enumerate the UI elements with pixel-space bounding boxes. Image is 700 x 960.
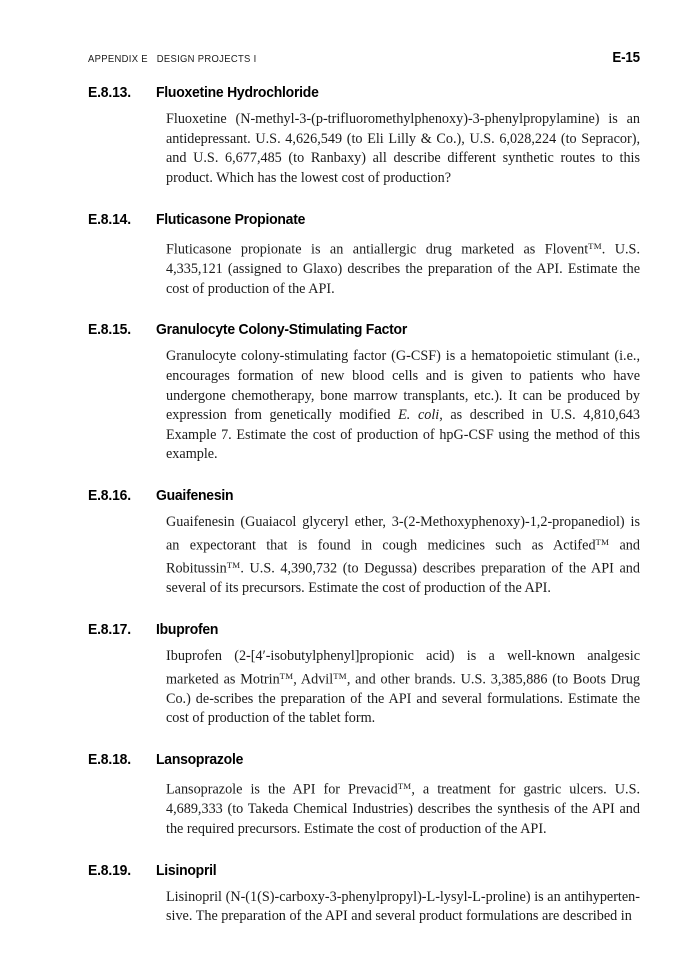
section-body: Ibuprofen (2-[4′-isobutylphenyl]propionic acid) is a well-known analgesic marketed as Motrin™, Advil™, and other brands. U.S. 3,385,886 (to Boots Drug Co.) de-scribes the preparation of the API and several formulations. Estimate the cost of production of the tablet form.	[166, 648, 640, 727]
section-title: Fluoxetine Hydrochloride	[156, 84, 319, 101]
section-e-8-19	[88, 862, 640, 927]
section-number: E.8.18.	[88, 750, 131, 768]
section-body: Fluoxetine (N-methyl-3-(p-trifluoromethylphenoxy)-3-phenylpropylamine) is an antidepressant. U.S. 4,626,549 (to Eli Lilly & Co.), U.S. 6,028,224 (to Sepracor), and U.S. 6,677,485 (to Ranbaxy) all describe different synthetic routes to this product. Which has the lowest cost of production?	[166, 111, 640, 187]
section-e-8-18	[88, 751, 640, 840]
section-heading	[88, 621, 640, 638]
section-number: E.8.13.	[88, 84, 131, 101]
section-body: Fluticasone propionate is an antiallergic drug marketed as Flovent™. U.S. 4,335,121 (assigned to Glaxo) describes the preparation of the API. Estimate the cost of production of the API.	[166, 240, 640, 297]
section-number: E.8.16.	[88, 487, 131, 505]
section-heading	[88, 84, 640, 101]
section-title: Lansoprazole	[156, 750, 244, 768]
section-e-8-15	[88, 321, 640, 465]
section-title: Granulocyte Colony-Stimulating Factor	[156, 321, 408, 339]
section-title: Guaifenesin	[156, 487, 234, 505]
page-number: E-15	[612, 50, 640, 66]
section-body: Lansoprazole is the API for Prevacid™, a treatment for gastric ulcers. U.S. 4,689,333 (to Takeda Chemical Industries) describes the synthesis of the API and the required precursors. Estimate the cost of production of the API.	[166, 781, 641, 837]
section-heading	[88, 862, 640, 879]
section-title: Fluticasone Propionate	[156, 210, 306, 228]
section-e-8-14	[88, 211, 640, 300]
section-title: Ibuprofen	[156, 620, 219, 638]
section-e-8-13	[88, 84, 640, 189]
section-number: E.8.14.	[88, 210, 131, 228]
section-heading	[88, 211, 640, 228]
section-title: Lisinopril	[156, 861, 217, 879]
section-body: Guaifenesin (Guaiacol glyceryl ether, 3-(2-Methoxyphenoxy)-1,2-propanediol) is an expectorant that is found in cough medicines such as Actifed™ and Robitussin™. U.S. 4,390,732 (to Degussa) describes preparation of the API and several of its precursors. Estimate the cost of production of the API.	[166, 514, 640, 597]
running-head	[88, 50, 640, 68]
section-body: Granulocyte colony-stimulating factor (G-CSF) is a hematopoietic stimulant (i.e., encourages formation of new blood cells and is given to patients who have undergone chemotherapy, bone marrow transplants, etc.). It can be produced by expression from genetically modified E. coli, as described in U.S. 4,810,643 Example 7. Estimate the cost of production of hpG-CSF using the method of this example.	[166, 348, 640, 463]
section-number: E.8.17.	[88, 620, 131, 638]
running-head-title: APPENDIX E DESIGN PROJECTS I	[88, 53, 257, 65]
section-heading	[88, 321, 640, 338]
section-heading	[88, 487, 640, 504]
page-content	[88, 84, 640, 927]
section-number: E.8.15.	[88, 321, 131, 339]
section-body: Lisinopril (N-(1(S)-carboxy-3-phenylpropyl)-L-lysyl-L-proline) is an antihyperten-sive. The preparation of the API and several product formulations are described in	[166, 888, 640, 925]
section-number: E.8.19.	[88, 861, 131, 879]
section-e-8-17	[88, 621, 640, 729]
section-e-8-16	[88, 487, 640, 599]
section-heading	[88, 751, 640, 768]
